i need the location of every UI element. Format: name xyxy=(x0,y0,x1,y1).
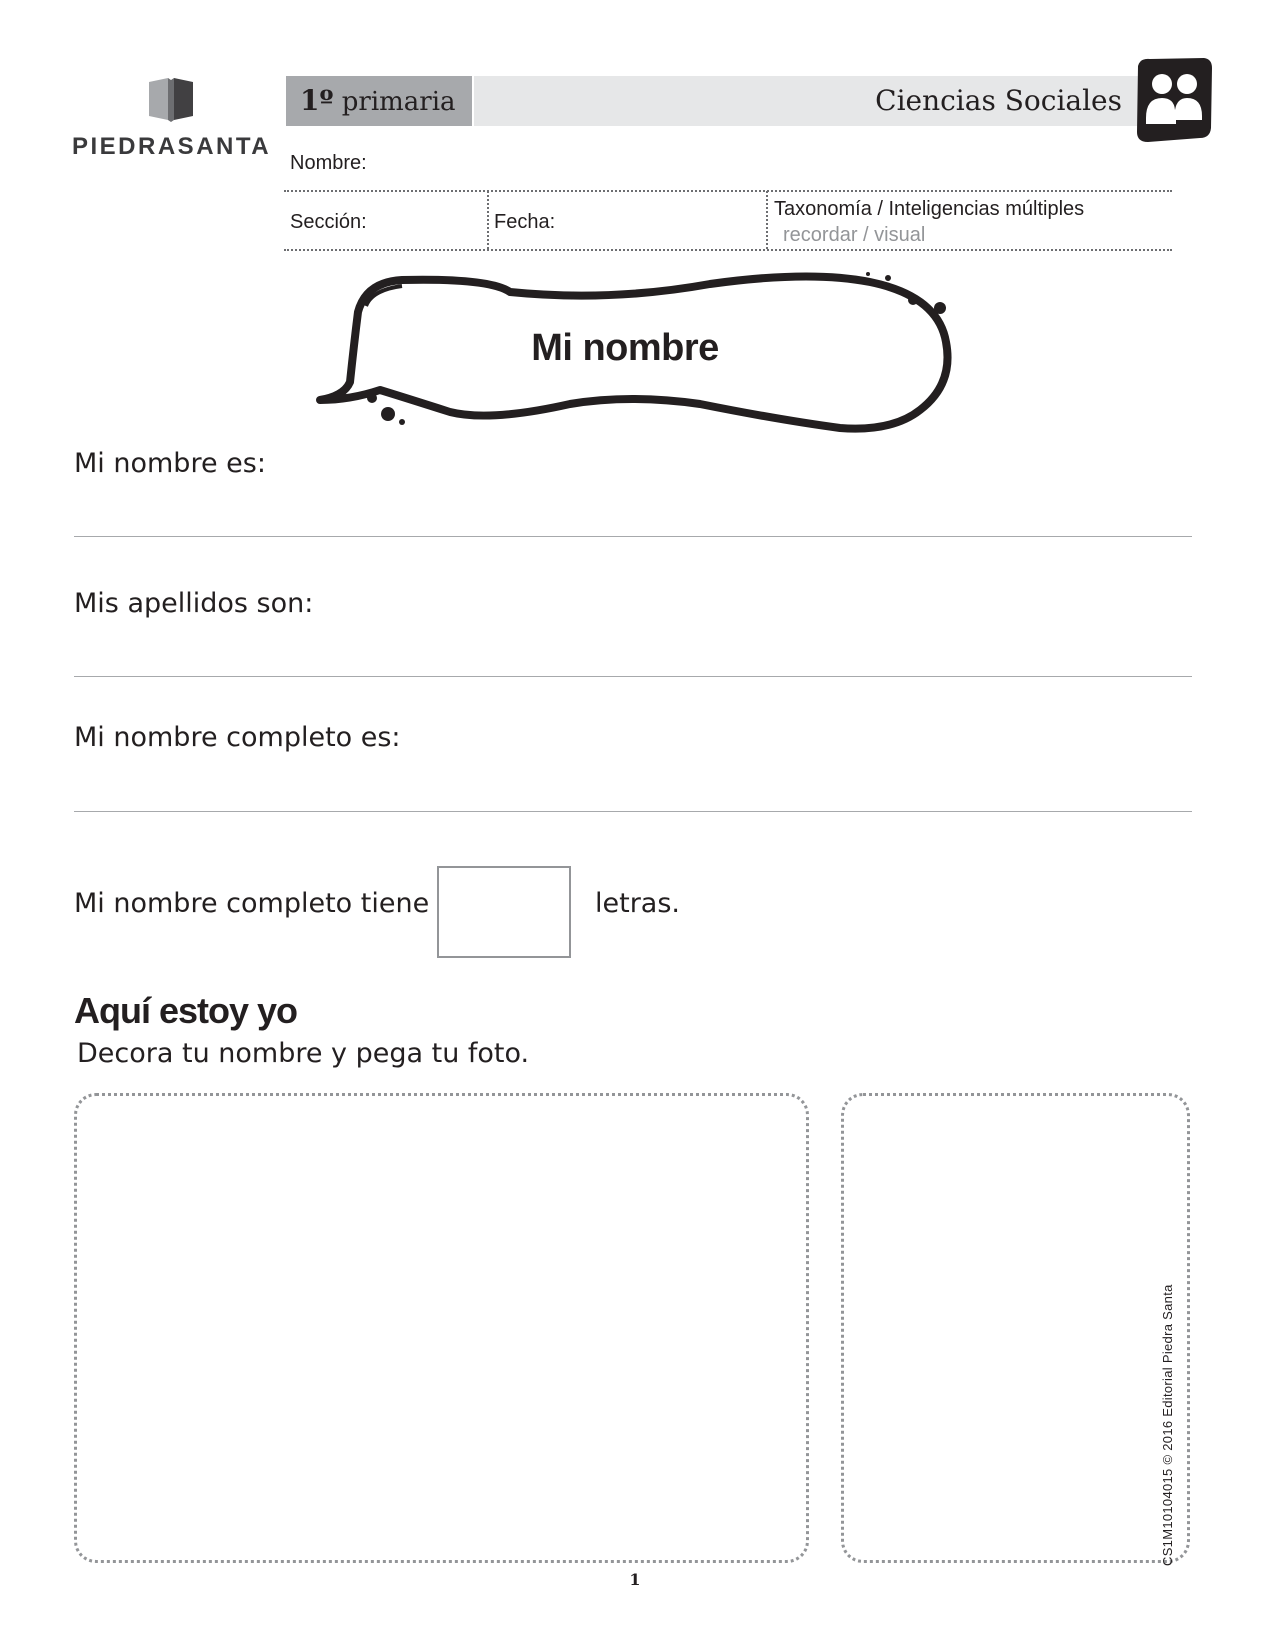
name-field-line[interactable] xyxy=(284,190,1172,192)
activity-heading: Aquí estoy yo xyxy=(74,990,298,1031)
section-field-label: Sección: xyxy=(290,211,367,233)
people-icon xyxy=(1132,56,1214,144)
copyright-note: CS1M10104015 © 2016 Editorial Piedra Santa xyxy=(1160,1284,1175,1566)
grade-level: primaria xyxy=(341,87,456,117)
field-divider xyxy=(487,191,489,249)
taxonomy-label: Taxonomía / Inteligencias múltiples xyxy=(774,198,1085,220)
page-title: Mi nombre xyxy=(531,327,719,369)
grade-label xyxy=(300,84,456,117)
letter-count-prompt: Mi nombre completo tiene xyxy=(74,888,430,919)
full-name-prompt: Mi nombre completo es: xyxy=(74,722,401,753)
grade-number: 1º xyxy=(300,84,334,117)
first-name-write-line[interactable] xyxy=(74,536,1192,537)
publisher-logo-text: PIEDRASANTA xyxy=(72,133,272,160)
page-number: 1 xyxy=(629,1570,641,1589)
subject-title: Ciencias Sociales xyxy=(875,84,1122,117)
letter-count-suffix: letras. xyxy=(595,888,680,919)
name-field-label: Nombre: xyxy=(290,152,367,174)
decorate-name-area[interactable] xyxy=(74,1093,809,1563)
letter-count-box[interactable] xyxy=(437,866,571,958)
field-divider xyxy=(766,191,768,249)
form-bottom-line xyxy=(284,249,1172,251)
full-name-write-line[interactable] xyxy=(74,811,1192,812)
surnames-prompt: Mis apellidos son: xyxy=(74,588,314,619)
photo-area[interactable] xyxy=(841,1093,1190,1563)
book-logo-icon xyxy=(146,76,196,124)
activity-instructions: Decora tu nombre y pega tu foto. xyxy=(77,1038,530,1069)
taxonomy-value: recordar / visual xyxy=(783,224,926,246)
surnames-write-line[interactable] xyxy=(74,676,1192,677)
date-field-label: Fecha: xyxy=(494,211,556,233)
first-name-prompt: Mi nombre es: xyxy=(74,448,266,479)
